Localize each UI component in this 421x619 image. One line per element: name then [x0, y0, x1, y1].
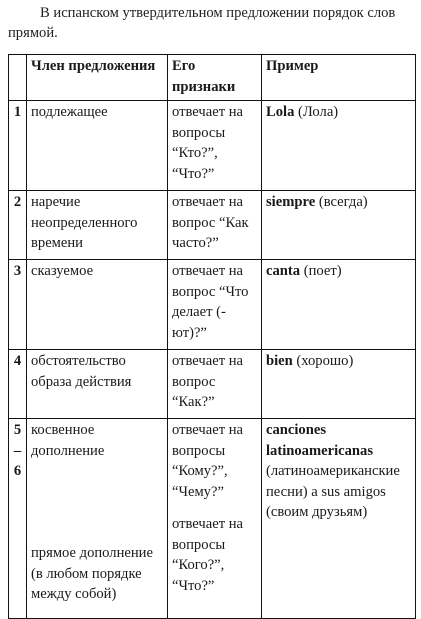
row-signs: отвечает на вопросы “Кто?”, “Что?” — [168, 101, 262, 191]
row-signs: отвечает на вопрос “Как?” — [168, 350, 262, 419]
example-translation: (хорошо) — [292, 353, 354, 369]
row-example — [262, 260, 416, 350]
header-signs: Его признаки — [168, 55, 262, 101]
header-example: Пример — [262, 55, 416, 101]
row-signs: отвечает на вопрос “Что делает (-ют)?” — [168, 260, 262, 350]
signs-indirect-object: отвечает на вопросы “Кому?”, “Чему?” — [172, 422, 244, 500]
row-signs: отвечает на вопрос “Как часто?” — [168, 191, 262, 260]
example-translation: (Лола) — [294, 104, 339, 120]
row-member: подлежащее — [27, 101, 168, 191]
row-number: 3 — [9, 260, 27, 350]
example-bold: siempre — [266, 194, 316, 210]
example-translation: (латиноамериканские песни) a sus amigos (своим друзьям) — [266, 463, 400, 520]
example-bold: bien — [266, 353, 293, 369]
table-row — [9, 101, 416, 191]
table-header-row — [9, 55, 416, 101]
member-direct-object: прямое дополнение (в любом порядке между собой) — [31, 545, 153, 602]
table-row — [9, 260, 416, 350]
row-member: сказуемое — [27, 260, 168, 350]
row-number: 1 — [9, 101, 27, 191]
example-translation: (всегда) — [315, 194, 368, 210]
table-row — [9, 350, 416, 419]
example-bold: canciones latinoamericanas — [266, 422, 374, 459]
row-example — [262, 350, 416, 419]
table-row — [9, 191, 416, 260]
row-member: наречие неопределенного времени — [27, 191, 168, 260]
row-number: 5 – 6 — [9, 419, 27, 619]
row-number: 2 — [9, 191, 27, 260]
row-signs — [168, 419, 262, 619]
example-bold: canta — [266, 263, 301, 279]
member-indirect-object: косвенное дополнение — [31, 422, 105, 459]
header-number — [9, 55, 27, 101]
sentence-order-table — [8, 54, 416, 619]
row-example — [262, 419, 416, 619]
example-translation: (поет) — [300, 263, 342, 279]
table-row — [9, 419, 416, 619]
signs-direct-object: отвечает на вопросы “Кого?”, “Что?” — [172, 516, 244, 594]
row-example — [262, 101, 416, 191]
example-bold: Lola — [266, 104, 295, 120]
row-number: 4 — [9, 350, 27, 419]
intro-paragraph: В испанском утвердительном предложении порядок слов прямой. — [8, 5, 396, 41]
header-member: Член предложения — [27, 55, 168, 101]
row-example — [262, 191, 416, 260]
row-member: обстоятельство образа действия — [27, 350, 168, 419]
row-member — [27, 419, 168, 619]
